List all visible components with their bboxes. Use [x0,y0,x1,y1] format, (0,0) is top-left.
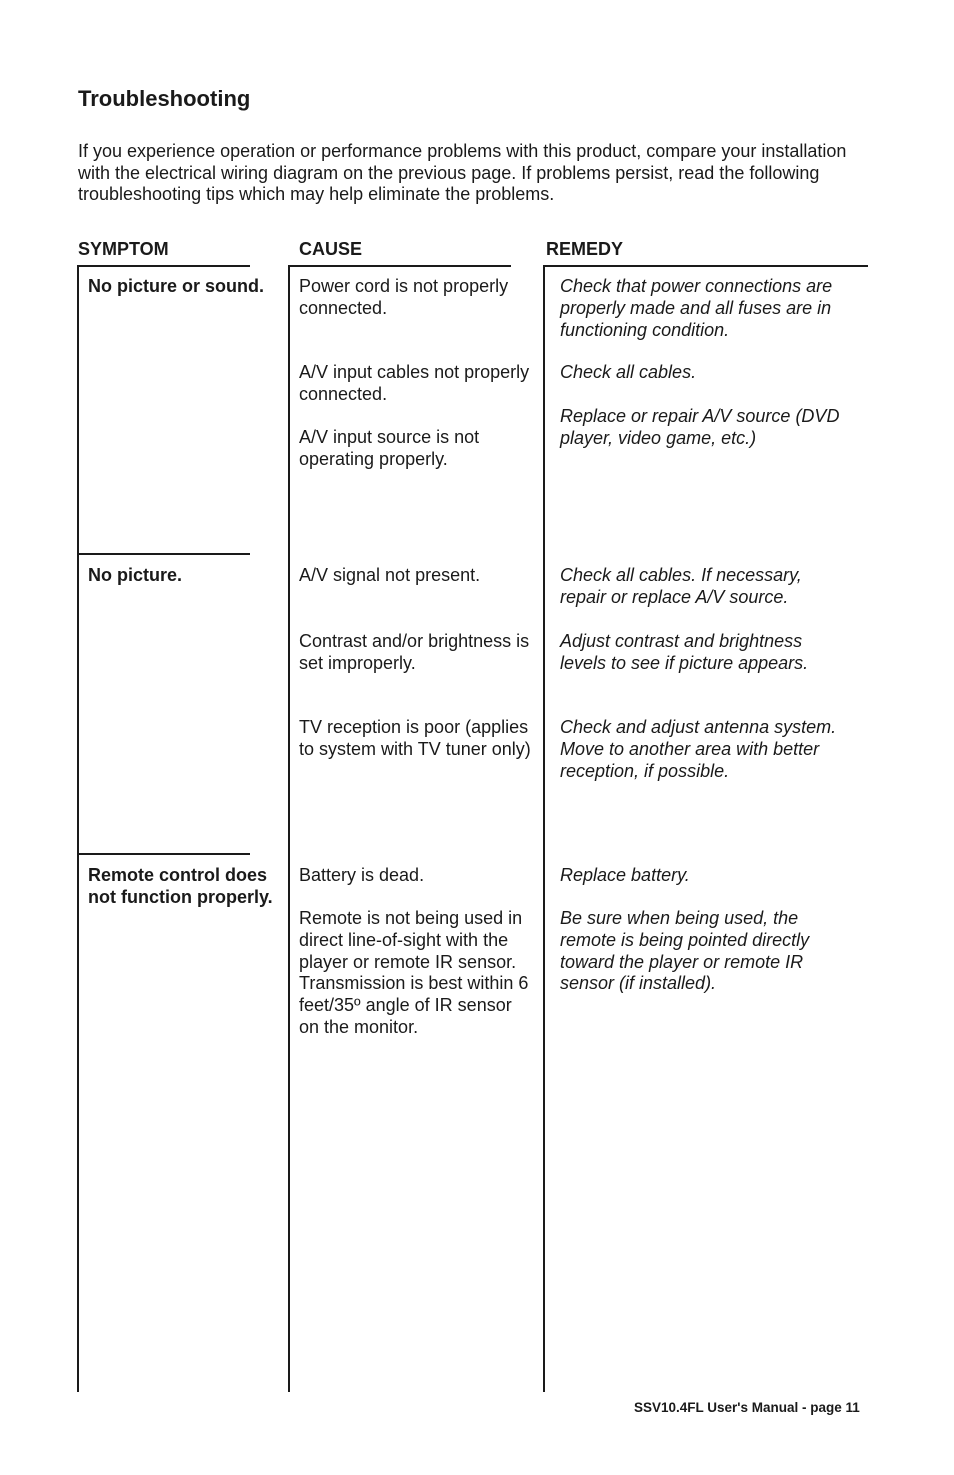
remedy-item: Check that power connections are properly made and all fuses are in functioning condition. [560,276,833,340]
remedy-header: REMEDY [546,239,624,259]
section-divider [78,553,250,555]
cause-header-rule [288,265,511,267]
cause-item: A/V input cables not properly connected. [299,362,530,404]
cause-column-border [288,265,290,1392]
remedy-header-rule [544,265,868,267]
symptom-column-border [77,265,79,1392]
cause-item: Power cord is not properly connected. [299,276,509,318]
remedy-item: Replace or repair A/V source (DVD player, video game, etc.) [560,406,840,448]
symptom-no-picture-or-sound: No picture or sound. [88,276,265,296]
cause-item: TV reception is poor (applies to system with TV tuner only) [299,717,531,759]
remedy-item: Check all cables. If necessary, repair or replace A/V source. [560,565,802,607]
symptom-header: SYMPTOM [78,239,169,259]
symptom-header-rule [78,265,250,267]
symptom-remote-control: Remote control does not function properly. [88,865,273,907]
symptom-no-picture: No picture. [88,565,183,585]
cause-item: Contrast and/or brightness is set improperly. [299,631,530,673]
remedy-item: Adjust contrast and brightness levels to see if picture appears. [560,631,809,673]
cause-header: CAUSE [299,239,363,259]
page-footer: SSV10.4FL User's Manual - page 11 [634,1400,860,1415]
cause-item: Remote is not being used in direct line-of-sight with the player or remote IR sensor. Transmission is best within 6 feet/35º angle of IR sensor on the monitor. [299,908,529,1037]
remedy-item: Check all cables. [560,362,697,382]
remedy-item: Replace battery. [560,865,690,885]
cause-item: Battery is dead. [299,865,425,885]
remedy-item: Check and adjust antenna system. Move to another area with better reception, if possible. [560,717,837,781]
page-title: Troubleshooting [78,86,251,111]
remedy-column-border [543,265,545,1392]
intro-paragraph: If you experience operation or performance problems with this product, compare your installation with the electrical wiring diagram on the previous page. If problems persist, read the following troubleshooting tips which may help eliminate the problems. [78,141,847,204]
cause-item: A/V signal not present. [299,565,481,585]
remedy-item: Be sure when being used, the remote is being pointed directly toward the player or remote IR sensor (if installed). [560,908,810,994]
section-divider [78,853,250,855]
cause-item: A/V input source is not operating properly. [299,427,480,469]
